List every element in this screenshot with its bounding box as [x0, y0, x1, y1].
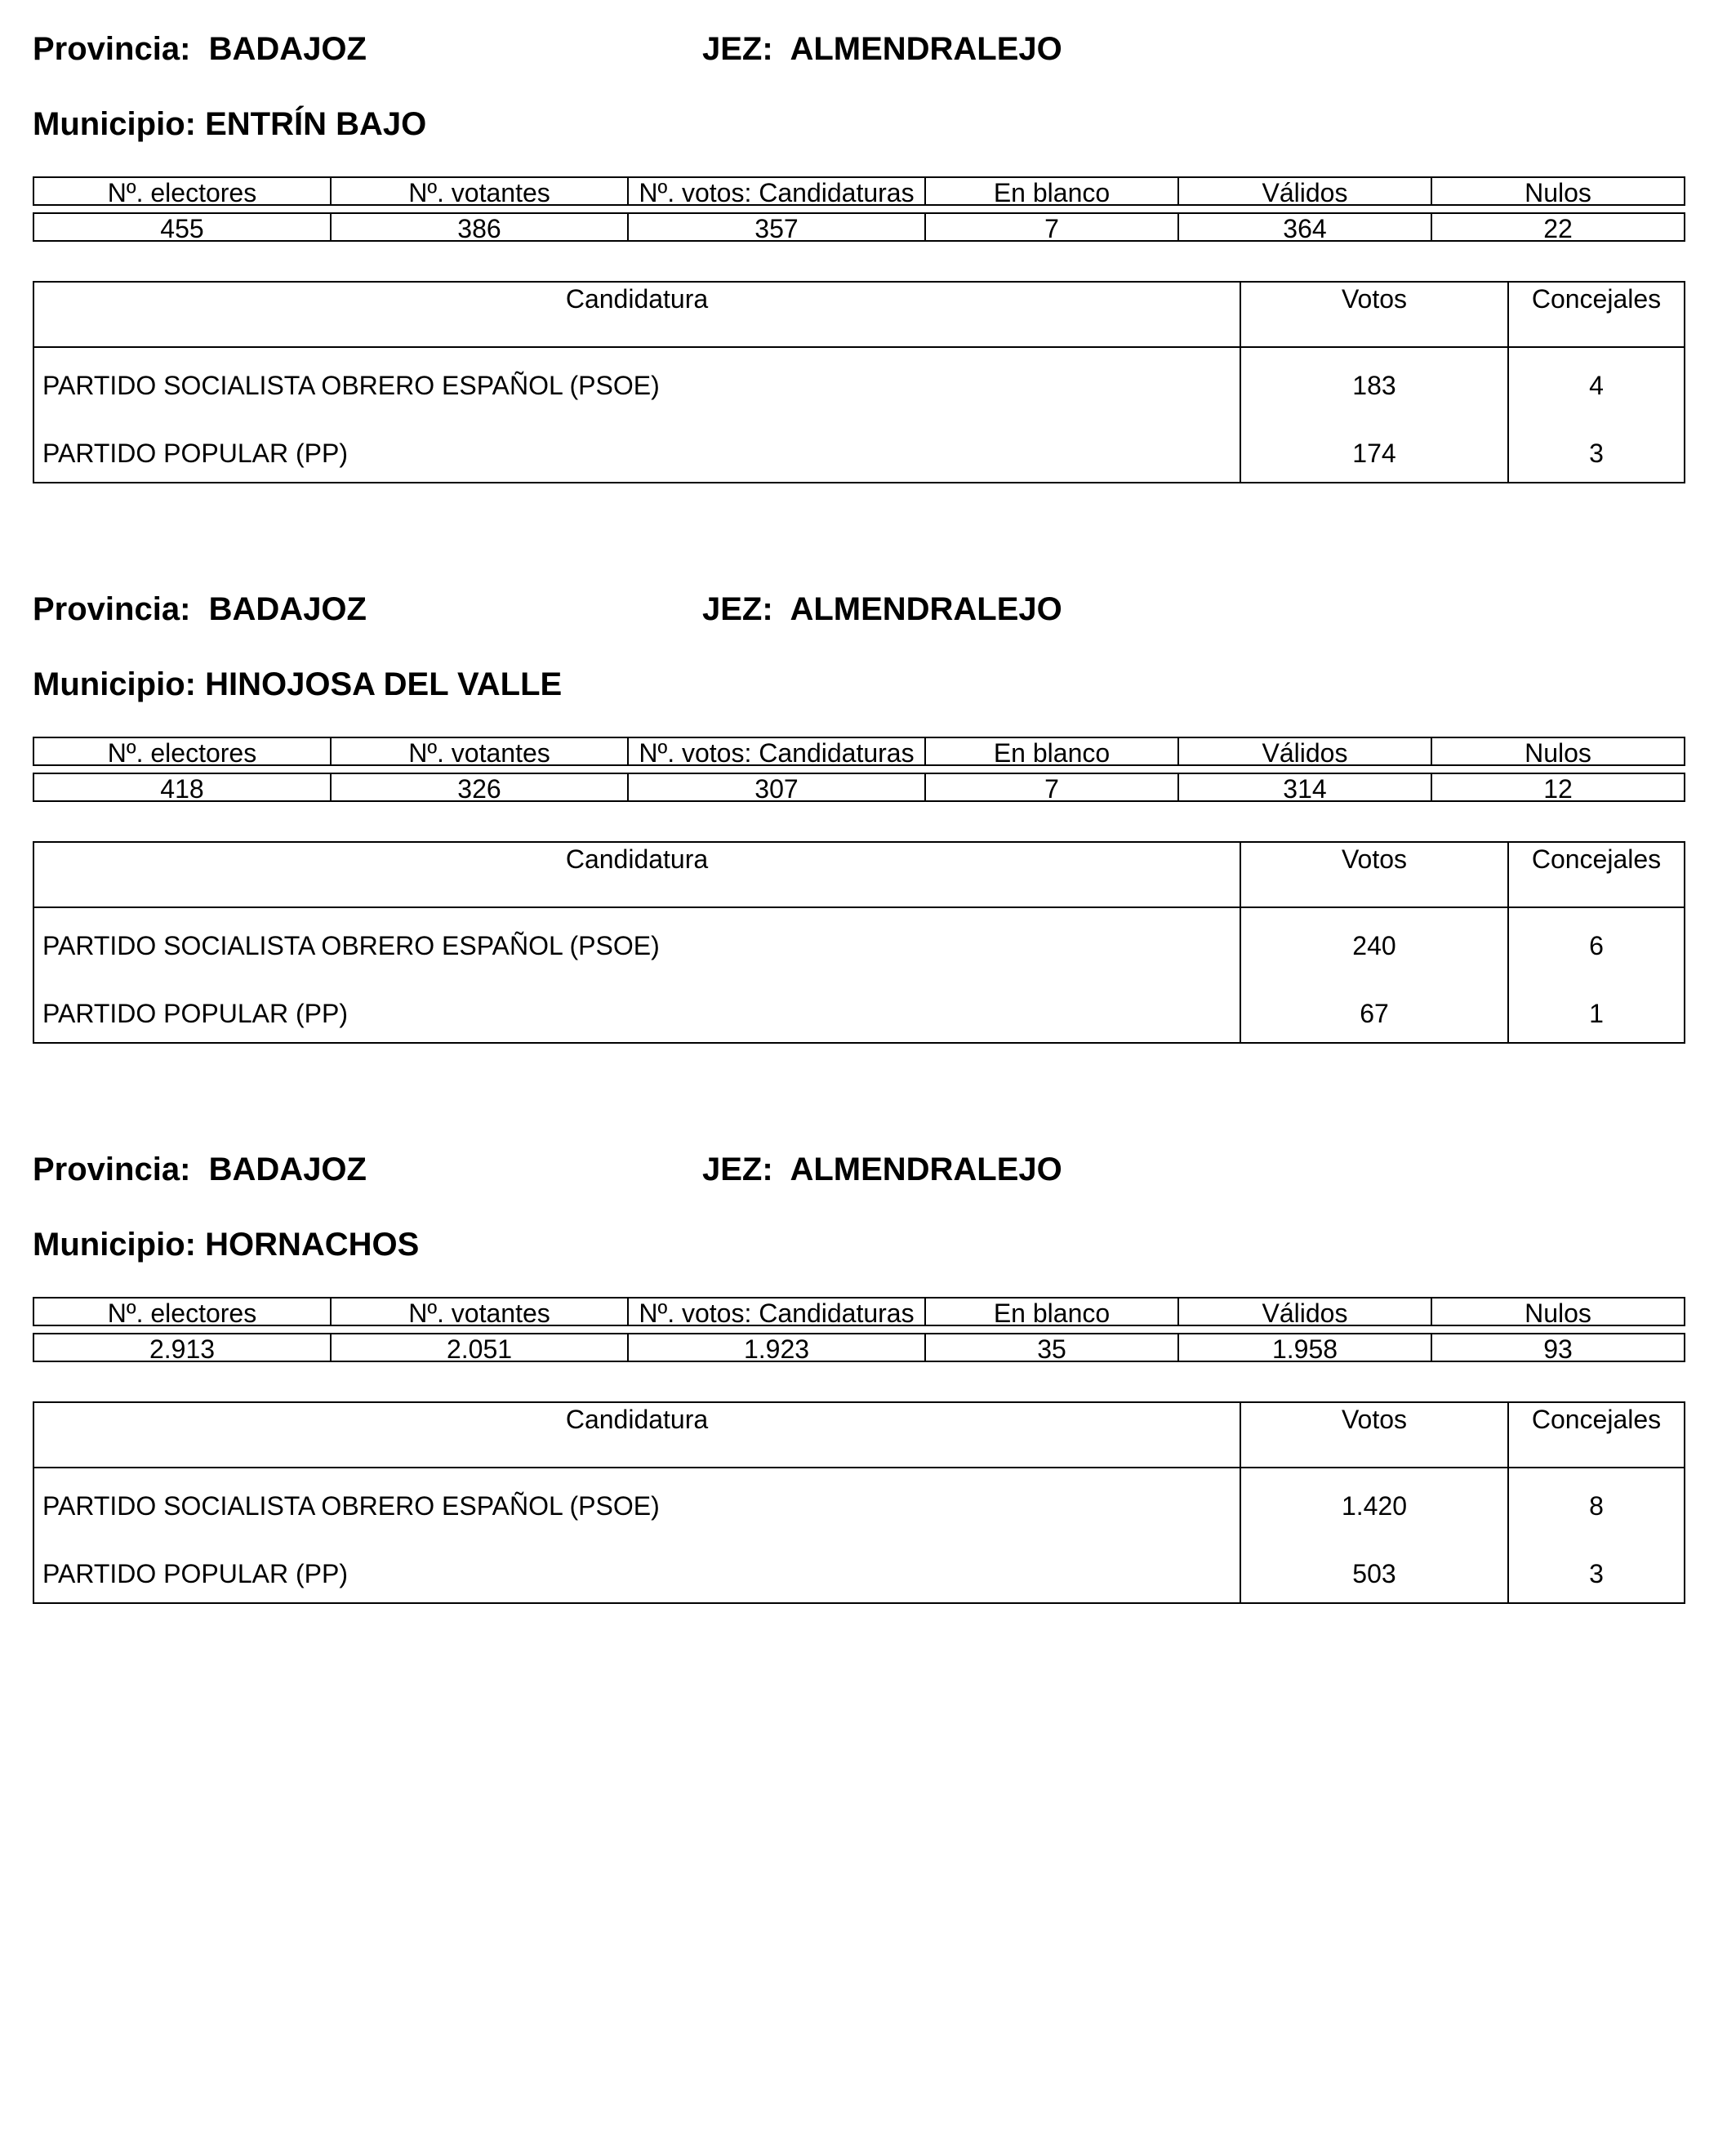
- candidaturas-table: [33, 281, 1685, 483]
- cand-row-concejales: 1: [1589, 999, 1604, 1028]
- cand-row-votos: 503: [1352, 1559, 1396, 1588]
- summary-header-votos-candidaturas: Nº. votos: Candidaturas: [629, 1297, 926, 1325]
- cand-row-name: PARTIDO SOCIALISTA OBRERO ESPAÑOL (PSOE): [42, 931, 660, 960]
- cand-header-candidatura: Candidatura: [565, 1405, 709, 1434]
- summary-table: [33, 737, 1685, 804]
- cand-header-candidatura: Candidatura: [565, 284, 709, 314]
- cand-row-name: PARTIDO POPULAR (PP): [42, 439, 348, 468]
- summary-value-electores: 418: [34, 774, 332, 800]
- cand-row-concejales: 8: [1589, 1491, 1604, 1521]
- summary-value-votantes: 326: [332, 774, 629, 800]
- summary-header-en-blanco: En blanco: [926, 737, 1179, 764]
- jez-line: [702, 590, 1062, 629]
- cand-row-concejales: 3: [1589, 439, 1604, 468]
- municipio-block: [0, 560, 1736, 1132]
- summary-header-electores: Nº. electores: [34, 176, 332, 204]
- provincia-value: BADAJOZ: [208, 591, 367, 627]
- cand-header-votos: Votos: [1341, 284, 1408, 314]
- cand-row-concejales: 3: [1589, 1559, 1604, 1588]
- summary-value-nulos: 22: [1543, 214, 1573, 240]
- cand-row-name: PARTIDO SOCIALISTA OBRERO ESPAÑOL (PSOE): [42, 1491, 660, 1521]
- provincia-label: Provincia:: [33, 591, 191, 627]
- summary-header-electores: Nº. electores: [34, 737, 332, 764]
- jez-value: ALMENDRALEJO: [790, 1152, 1062, 1187]
- jez-value: ALMENDRALEJO: [790, 31, 1062, 67]
- municipio-line: [33, 665, 562, 704]
- municipio-value: ENTRÍN BAJO: [205, 106, 427, 142]
- summary-header-nulos: Nulos: [1525, 1298, 1591, 1325]
- summary-value-votos-candidaturas: 357: [629, 214, 926, 240]
- provincia-line: [33, 29, 367, 69]
- cand-row-name: PARTIDO POPULAR (PP): [42, 1559, 348, 1588]
- summary-values-row: [33, 212, 1685, 242]
- summary-value-electores: 455: [34, 214, 332, 240]
- jez-label: JEZ:: [702, 31, 773, 67]
- municipio-block: [0, 0, 1736, 572]
- jez-line: [702, 29, 1062, 69]
- summary-value-en-blanco: 7: [926, 774, 1179, 800]
- cand-header-concejales: Concejales: [1531, 1405, 1662, 1434]
- summary-value-votantes: 386: [332, 214, 629, 240]
- provincia-label: Provincia:: [33, 1152, 191, 1187]
- jez-value: ALMENDRALEJO: [790, 591, 1062, 627]
- summary-header-validos: Válidos: [1179, 176, 1432, 204]
- summary-value-nulos: 12: [1543, 774, 1573, 800]
- summary-value-votos-candidaturas: 307: [629, 774, 926, 800]
- summary-value-validos: 314: [1179, 774, 1432, 800]
- summary-header-row: [33, 1297, 1685, 1326]
- cand-header-votos: Votos: [1341, 844, 1408, 874]
- cand-row-name: PARTIDO POPULAR (PP): [42, 999, 348, 1028]
- jez-label: JEZ:: [702, 591, 773, 627]
- header-divider: [34, 906, 1684, 908]
- cand-header-concejales: Concejales: [1531, 844, 1662, 874]
- cand-row-votos: 67: [1360, 999, 1389, 1028]
- summary-values-row: [33, 773, 1685, 802]
- municipio-label: Municipio:: [33, 1227, 196, 1263]
- provincia-line: [33, 1150, 367, 1189]
- cand-row-concejales: 4: [1589, 371, 1604, 400]
- header-divider: [34, 1467, 1684, 1468]
- summary-header-votos-candidaturas: Nº. votos: Candidaturas: [629, 176, 926, 204]
- cand-row-name: PARTIDO SOCIALISTA OBRERO ESPAÑOL (PSOE): [42, 371, 660, 400]
- header-divider: [34, 346, 1684, 348]
- summary-values-row: [33, 1333, 1685, 1362]
- summary-header-votos-candidaturas: Nº. votos: Candidaturas: [629, 737, 926, 764]
- summary-value-nulos: 93: [1543, 1334, 1573, 1361]
- cand-header-votos: Votos: [1341, 1405, 1408, 1434]
- summary-header-row: [33, 176, 1685, 206]
- municipio-block: [0, 1120, 1736, 1692]
- cand-header-concejales: Concejales: [1531, 284, 1662, 314]
- summary-header-validos: Válidos: [1179, 737, 1432, 764]
- provincia-value: BADAJOZ: [208, 31, 367, 67]
- summary-value-electores: 2.913: [34, 1334, 332, 1361]
- summary-header-votantes: Nº. votantes: [332, 737, 629, 764]
- summary-header-nulos: Nulos: [1525, 738, 1591, 764]
- summary-header-row: [33, 737, 1685, 766]
- municipio-label: Municipio:: [33, 666, 196, 702]
- summary-value-en-blanco: 35: [926, 1334, 1179, 1361]
- candidaturas-table: [33, 841, 1685, 1044]
- cand-row-votos: 240: [1352, 931, 1396, 960]
- cand-header-candidatura: Candidatura: [565, 844, 709, 874]
- municipio-value: HINOJOSA DEL VALLE: [205, 666, 563, 702]
- cand-row-votos: 1.420: [1341, 1491, 1408, 1521]
- candidaturas-table: [33, 1401, 1685, 1604]
- municipio-line: [33, 1225, 419, 1264]
- summary-table: [33, 176, 1685, 243]
- summary-header-votantes: Nº. votantes: [332, 1297, 629, 1325]
- municipio-label: Municipio:: [33, 106, 196, 142]
- summary-value-validos: 1.958: [1179, 1334, 1432, 1361]
- municipio-line: [33, 105, 426, 144]
- summary-value-votantes: 2.051: [332, 1334, 629, 1361]
- summary-value-validos: 364: [1179, 214, 1432, 240]
- provincia-line: [33, 590, 367, 629]
- provincia-value: BADAJOZ: [208, 1152, 367, 1187]
- summary-value-votos-candidaturas: 1.923: [629, 1334, 926, 1361]
- summary-table: [33, 1297, 1685, 1364]
- municipio-value: HORNACHOS: [205, 1227, 420, 1263]
- cand-row-concejales: 6: [1589, 931, 1604, 960]
- summary-header-en-blanco: En blanco: [926, 176, 1179, 204]
- jez-line: [702, 1150, 1062, 1189]
- summary-header-nulos: Nulos: [1525, 178, 1591, 204]
- summary-header-electores: Nº. electores: [34, 1297, 332, 1325]
- summary-header-en-blanco: En blanco: [926, 1297, 1179, 1325]
- summary-header-validos: Válidos: [1179, 1297, 1432, 1325]
- provincia-label: Provincia:: [33, 31, 191, 67]
- jez-label: JEZ:: [702, 1152, 773, 1187]
- summary-header-votantes: Nº. votantes: [332, 176, 629, 204]
- cand-row-votos: 174: [1352, 439, 1396, 468]
- cand-row-votos: 183: [1352, 371, 1396, 400]
- summary-value-en-blanco: 7: [926, 214, 1179, 240]
